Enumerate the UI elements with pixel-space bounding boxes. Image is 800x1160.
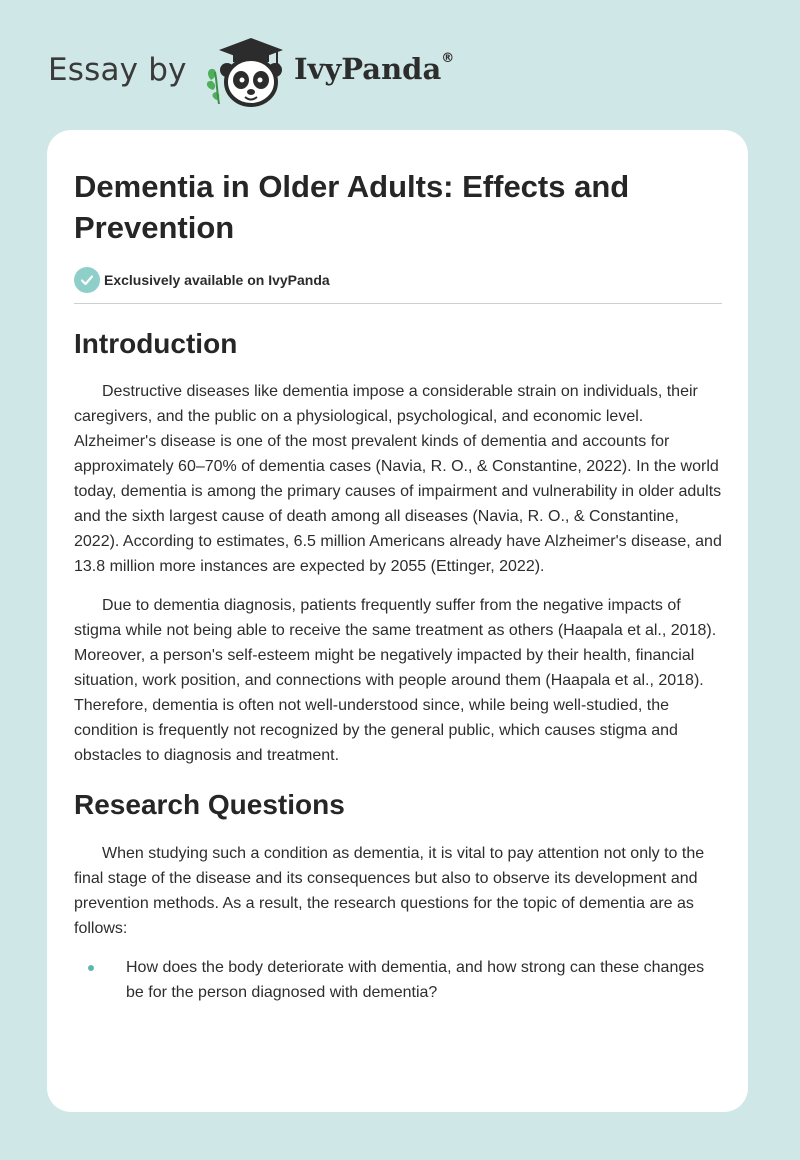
- brand-name[interactable]: IvyPanda®: [294, 51, 455, 86]
- exclusive-label: Exclusively available on IvyPanda: [104, 271, 330, 288]
- exclusive-badge: [74, 266, 722, 293]
- research-questions-list: [74, 955, 722, 1005]
- paragraph: When studying such a condition as dementia, it is vital to pay attention not only to the final stage of the disease and its consequences but also to observe its development and prevention methods. As a result, the research questions for the topic of dementia are as follows:: [74, 845, 705, 937]
- bullet-icon: [88, 965, 94, 971]
- section-heading-research-questions: Research Questions: [74, 789, 345, 820]
- list-item-text: How does the body deteriorate with dementia, and how strong can these changes be for the person diagnosed with dementia?: [126, 959, 705, 1001]
- page-title: Dementia in Older Adults: Effects and Prevention: [74, 169, 630, 245]
- divider: [74, 303, 722, 304]
- essay-card: [47, 130, 748, 1112]
- essay-by-label: Essay by: [48, 52, 187, 88]
- site-header: [48, 36, 748, 108]
- check-circle-icon: [74, 267, 100, 293]
- paragraph: Due to dementia diagnosis, patients frequently suffer from the negative impacts of stigma while not being able to receive the same treatment as others (Haapala et al., 2018). Moreover, a person's self-esteem might be negatively impacted by their health, financial situation, work position, and connections with people around them (Haapala et al., 2018). Therefore, dementia is often not well-understood since, while being well-studied, the condition is frequently not recognized by the general public, which causes stigma and obstacles to diagnosis and treatment.: [74, 597, 717, 764]
- essay-content: [74, 130, 722, 1005]
- panda-graduate-logo-icon[interactable]: [203, 36, 285, 108]
- registered-mark: ®: [441, 51, 455, 67]
- section-heading-introduction: Introduction: [74, 328, 238, 359]
- paragraph: Destructive diseases like dementia impose a considerable strain on individuals, their caregivers, and the public on a physiological, psychological, and economic level. Alzheimer's disease is one of the most prevalent kinds of dementia and accounts for approximately 60–70% of dementia cases (Navia, R. O., & Constantine, 2022). In the world today, dementia is among the primary causes of impairment and vulnerability in older adults and the sixth largest cause of death among all diseases (Navia, R. O., & Constantine, 2022). According to estimates, 6.5 million Americans already have Alzheimer's disease, and 13.8 million more instances are expected by 2055 (Ettinger, 2022).: [74, 383, 722, 575]
- list-item: [74, 955, 722, 1005]
